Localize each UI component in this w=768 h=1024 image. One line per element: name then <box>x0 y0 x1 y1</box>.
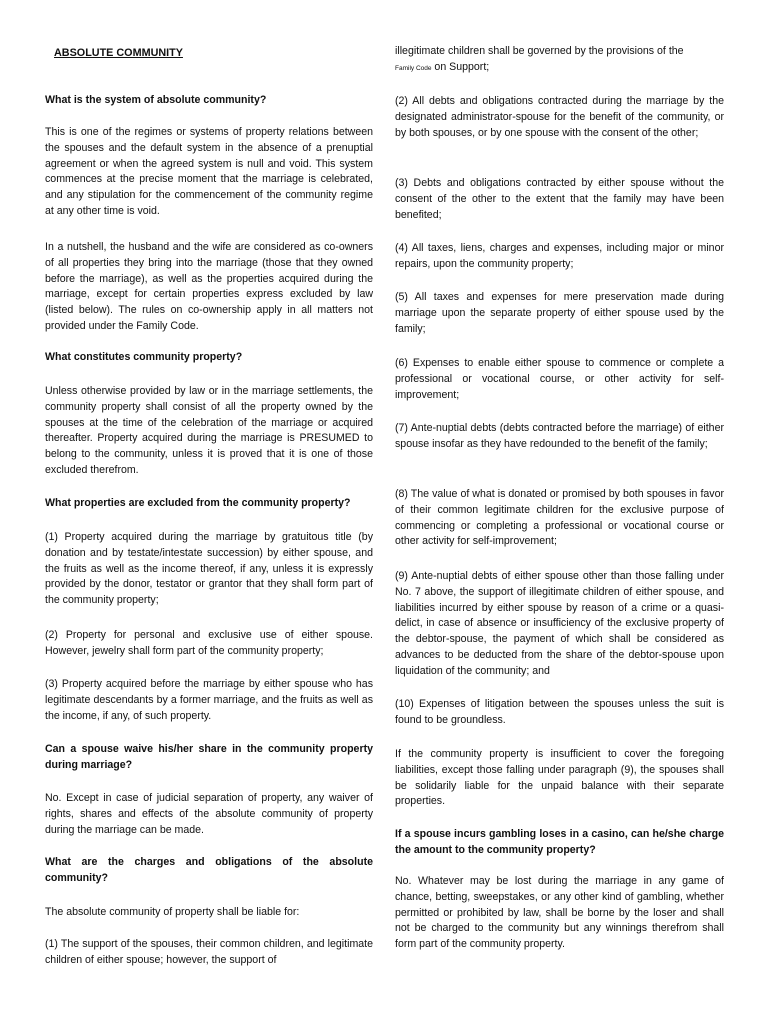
excluded-item-3: (3) Property acquired before the marriage by either spouse who has legitimate descendants by a former marriage, and the fruits as well as the income, if any, of such property. <box>45 678 373 722</box>
charge-item-1: (1) The support of the spouses, their common children, and legitimate children of either spouse; however, the support of <box>45 938 373 966</box>
excluded-item-1: (1) Property acquired during the marriage by gratuitous title (by donation and by testate/intestate succession) by either spouse, and the fruits as well as the income thereof, if any, unless it is expressly provided by the donor, testator or grantor that they shall form part of the community property; <box>45 531 373 607</box>
charge-item-6: (6) Expenses to enable either spouse to commence or complete a professional or vocational course, or other activity for self-improvement; <box>395 357 724 401</box>
charge-item-10: (10) Expenses of litigation between the spouses unless the suit is found to be groundless. <box>395 698 724 726</box>
paragraph-waiver: No. Except in case of judicial separation of property, any waiver of rights, shares and effects of the absolute community of property during the marriage can be made. <box>45 792 373 836</box>
charge-item-2: (2) All debts and obligations contracted during the marriage by the designated administrator-spouse for the benefit of the community, or by both spouses, or by one spouse with the consent of the other; <box>395 95 724 139</box>
charge-item-8: (8) The value of what is donated or promised by both spouses in favor of their common legitimate children for the exclusive purpose of commencing or completing a professional or vocational course or other activity for self-improvement; <box>395 488 724 548</box>
charge-item-1-text: illegitimate children shall be governed by the provisions of the <box>395 45 684 57</box>
charge-item-1-continued <box>395 44 724 77</box>
charge-item-5: (5) All taxes and expenses for mere preservation made during marriage upon the separate property of either spouse used by the family; <box>395 291 724 335</box>
question-charges: What are the charges and obligations of the absolute community? <box>45 856 373 884</box>
question-system: What is the system of absolute community? <box>45 94 267 106</box>
charge-item-9: (9) Ante-nuptial debts of either spouse other than those falling under No. 7 above, the support of illegitimate children of either spouse, and liabilities incurred by either spouse by reason of a crime or a quasi-delict, in case of absence or insufficiency of the exclusive property of the debtor-spouse, the payment of which shall be considered as advances to be deducted from the share of the debtor-spouse upon liquidation of the community; and <box>395 570 724 677</box>
paragraph-nutshell: In a nutshell, the husband and the wife are considered as co-owners of all properties they bring into the marriage (those that they owned before the marriage), as well as the properties acquired during the marriage, except for certain properties express excluded by law (listed below). The rules on co-ownership apply in all matters not provided under the Family Code. <box>45 241 373 332</box>
paragraph-definition: This is one of the regimes or systems of property relations between the spouses and the default system in the absence of a prenuptial agreement or when the agreed system is null and void. This system commences at the precise moment that the marriage is celebrated, and any stipulation for the commencement of the community regime at any other time is void. <box>45 126 373 217</box>
paragraph-insufficient: If the community property is insufficient to cover the foregoing liabilities, except those falling under paragraph (9), the spouses shall be solidarily liable for the unpaid balance with their separate properties. <box>395 748 724 808</box>
page-title: ABSOLUTE COMMUNITY <box>54 47 183 59</box>
question-waiver: Can a spouse waive his/her share in the community property during marriage? <box>45 743 373 771</box>
question-excluded: What properties are excluded from the community property? <box>45 497 351 509</box>
paragraph-gambling: No. Whatever may be lost during the marriage in any game of chance, betting, sweepstakes, or any other kind of gambling, whether permitted or prohibited by law, shall be borne by the loser and shall not be charged to the community but any winnings therefrom shall form part of the community property. <box>395 875 724 951</box>
charge-item-7: (7) Ante-nuptial debts (debts contracted before the marriage) of either spouse insofar as they have redounded to the benefit of the family; <box>395 422 724 450</box>
charge-item-1-end: on Support; <box>431 60 490 73</box>
excluded-item-2: (2) Property for personal and exclusive use of either spouse. However, jewelry shall form part of the community property; <box>45 629 373 657</box>
charge-item-4: (4) All taxes, liens, charges and expenses, including major or minor repairs, upon the community property; <box>395 242 724 270</box>
paragraph-liable-for: The absolute community of property shall be liable for: <box>45 906 300 918</box>
paragraph-community-property: Unless otherwise provided by law or in the marriage settlements, the community property shall consist of all the property owned by the spouses at the time of the celebration of the marriage or acquired thereafter. Property acquired during the marriage is PRESUMED to belong to the community, unless it is proved that it is one of those excluded therefrom. <box>45 385 373 476</box>
question-community-property: What constitutes community property? <box>45 351 243 363</box>
question-gambling: If a spouse incurs gambling loses in a casino, can he/she charge the amount to the community property? <box>395 828 724 856</box>
charge-item-3: (3) Debts and obligations contracted by either spouse without the consent of the other to the extent that the family may have been benefited; <box>395 177 724 221</box>
family-code-reference: Family Code <box>395 64 432 72</box>
